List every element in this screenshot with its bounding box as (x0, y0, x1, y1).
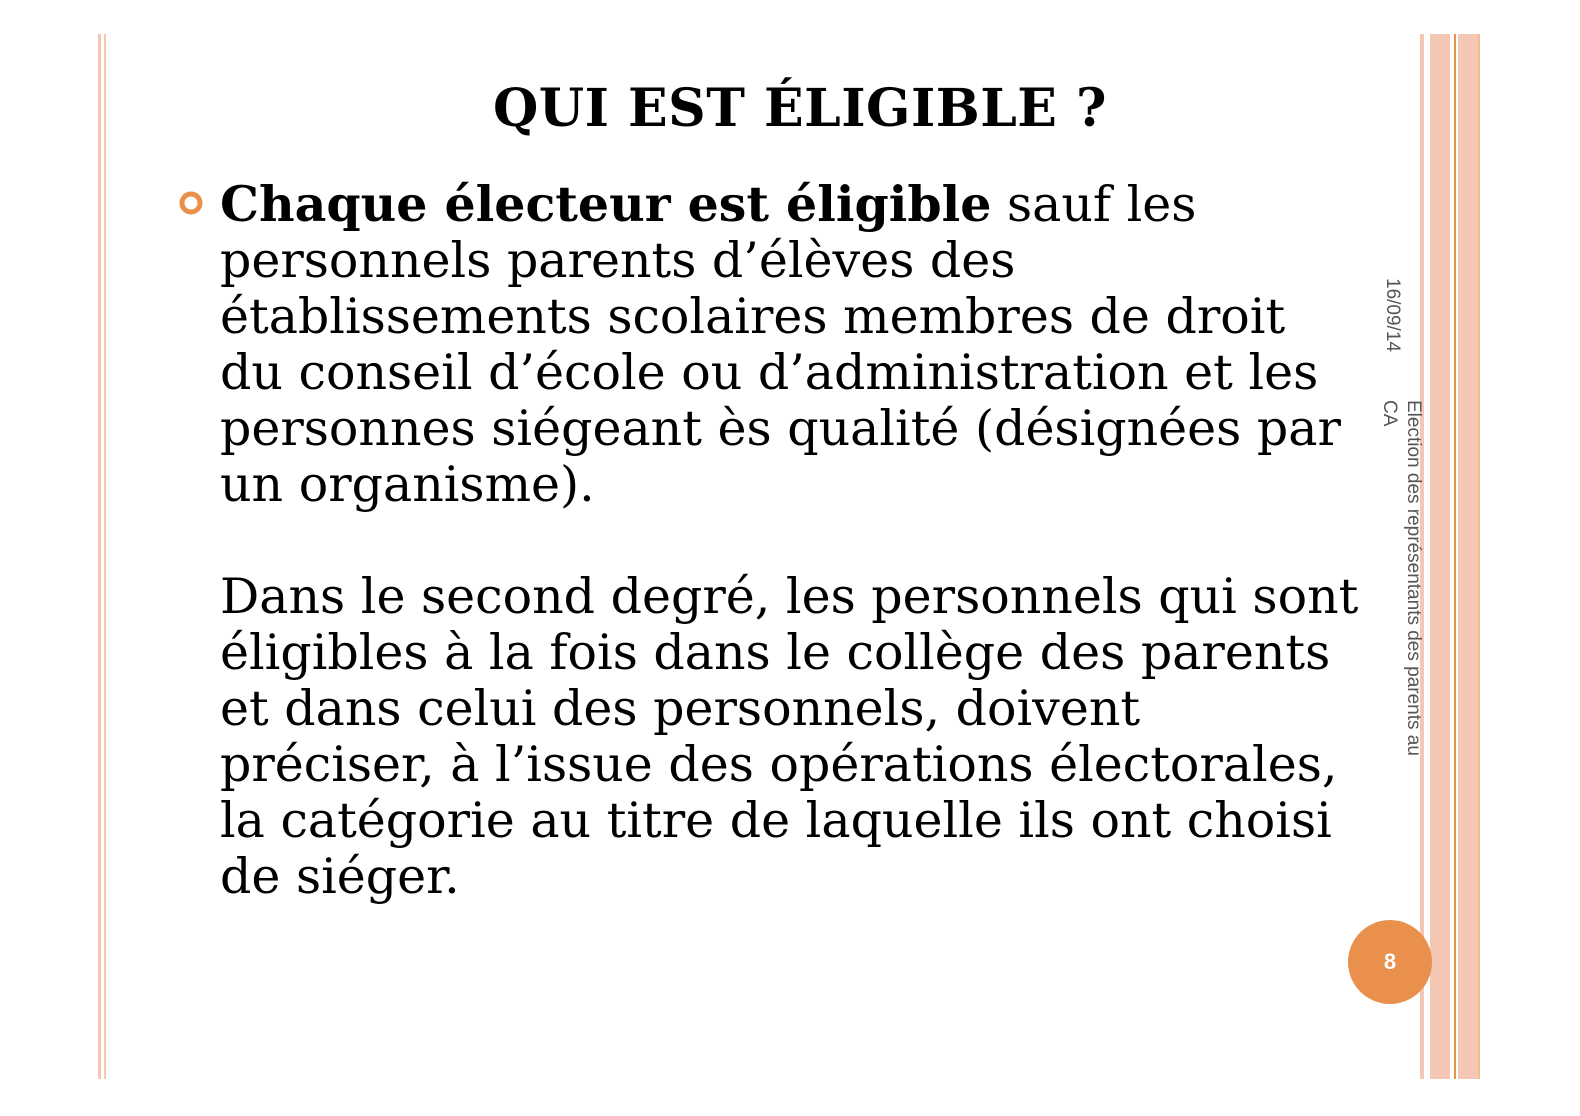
bold-lead: Chaque électeur est éligible (220, 175, 992, 233)
text-line: Dans le second degré, les personnels qui sont (220, 568, 1359, 625)
text-line: personnes siégeant ès qualité (désignées par (220, 400, 1341, 457)
hollow-circle-bullet-icon (178, 190, 204, 216)
text-line: personnels parents d’élèves des (220, 232, 1016, 289)
slide-body (220, 176, 1470, 905)
text-line: éligibles à la fois dans le collège des parents (220, 624, 1331, 681)
left-border-line (98, 34, 101, 1079)
text-line: un organisme). (220, 456, 595, 513)
paragraph-1 (220, 176, 1470, 513)
text-line: de siéger. (220, 848, 460, 905)
slide-title: QUI EST ÉLIGIBLE ? (492, 78, 1108, 139)
paragraph-2 (220, 569, 1470, 905)
text-line: du conseil d’école ou d’administration et les (220, 344, 1319, 401)
text-line: la catégorie au titre de laquelle ils ont choisi (220, 792, 1332, 849)
footer-caption-line1: Election des représentants des parents au (1403, 400, 1424, 756)
text-line: et dans celui des personnels, doivent (220, 680, 1141, 737)
text-line: préciser, à l’issue des opérations électorales, (220, 736, 1338, 793)
footer-caption-line2: CA (1379, 400, 1400, 427)
footer-date: 16/09/14 (1382, 278, 1403, 352)
left-border-line (104, 34, 106, 1079)
page-number-badge: 8 (1348, 920, 1432, 1004)
lead-rest: sauf les (991, 176, 1197, 233)
text-line: établissements scolaires membres de droit (220, 288, 1286, 345)
